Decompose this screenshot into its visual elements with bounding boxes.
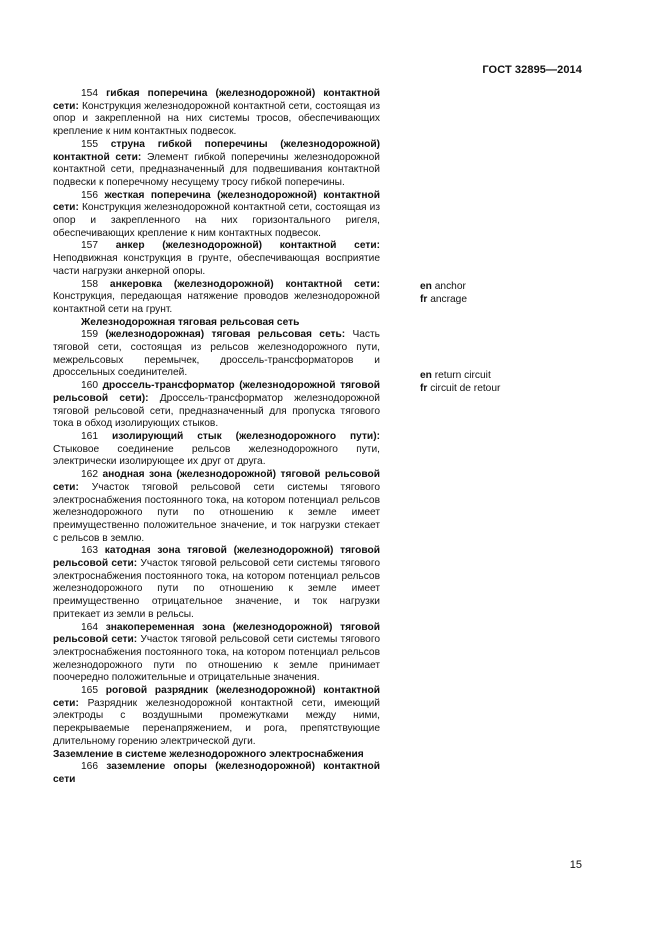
section-heading-rail-network: Железнодорожная тяговая рельсовая сеть — [81, 316, 300, 328]
term-name: заземление опоры (железнодорожной) контактной сети — [53, 761, 380, 785]
term-name: струна гибкой поперечины (железнодорожной) контактной сети: — [53, 138, 380, 163]
document-header: ГОСТ 32895—2014 — [482, 64, 582, 76]
term-definition: Конструкция железнодорожной контактной сети, состоящая из опор и закрепленного на них горизонтального ригеля, обеспечивающих крепление к ним контактных подвесок. — [53, 202, 380, 239]
term-entry-166: 166 заземление опоры (железнодорожной) контактной сети — [53, 761, 380, 785]
term-entry-164: 164 знакопеременная зона (железнодорожной) тяговой рельсовой сети: Участок тяговой рельсовой сети системы тягового электроснабжения постоянного тока, на котором потенциал рельсов железнодорожного пути по отношению к земле принимает поочередно положительные и отрицательные значения. — [53, 621, 380, 684]
term-definition: Разрядник железнодорожной контактной сети, имеющий электроды с воздушными промежутками между ними, перекрываемые перенапряжением, и рога, препятствующие длительному горению электрической дуги. — [53, 697, 380, 747]
french-equivalent: circuit de retour — [430, 382, 501, 394]
english-equivalent: anchor — [434, 281, 466, 292]
term-entry-156: 156 жесткая поперечина (железнодорожной) контактной сети: Конструкция железнодорожной контактной сети, состоящая из опор и закрепленного на них горизонтального ригеля, обеспечивающих крепление к ним контактных подвесок. — [53, 189, 380, 239]
lang-tag-en: en — [420, 370, 432, 381]
term-name: анодная зона (железнодорожной) тяговой рельсовой сети: — [53, 469, 380, 493]
term-name: (железнодорожная) тяговая рельсовая сеть: — [105, 329, 346, 341]
term-definition: Конструкция железнодорожной контактной сети, состоящая из опор и закрепленной на них системы тросов, обеспечивающих крепление к ним контактных подвесок. — [53, 100, 380, 138]
term-definition: Конструкция, передающая натяжение проводов железнодорожной контактной сети на грунт. — [53, 291, 380, 315]
lang-tag-fr: fr — [420, 293, 428, 305]
term-name: дроссель-трансформатор (железнодорожной тяговой рельсовой сети): — [53, 380, 380, 404]
term-name: жесткая поперечина (железнодорожной) контактной сети: — [53, 189, 380, 214]
term-name: анкер (железнодорожной) контактной сети: — [115, 240, 380, 252]
terms-column — [53, 88, 380, 787]
term-entry-159: 159 (железнодорожная) тяговая рельсовая сеть: Часть тяговой сети, состоящая из рельсов железнодорожного пути, межрельсовых перемычек, дроссель-трансформаторов и дроссельных соединителей. — [53, 329, 380, 379]
term-entry-161: 161 изолирующий стык (железнодорожного пути): Стыковое соединение рельсов железнодорожного пути, электрически изолирующее их друг от друга. — [53, 430, 380, 468]
term-definition: Часть тяговой сети, состоящая из рельсов железнодорожного пути, межрельсовых перемычек, дроссель-трансформаторов и дроссельных соединителей. — [53, 329, 380, 379]
term-name: катодная зона тяговой (железнодорожной) тяговой рельсовой сети: — [53, 545, 380, 570]
term-definition: Стыковое соединение рельсов железнодорожного пути, электрически изолирующее их друг от друга. — [53, 443, 380, 468]
term-definition: Участок тяговой рельсовой сети системы тягового электроснабжения постоянного тока, на котором потенциал рельсов железнодорожного пути по отношению к земле имеет преимущественно отрицательное значение, и ток нагрузки притекает из земли в рельсы. — [53, 558, 380, 620]
term-name: роговой разрядник (железнодорожной) контактной сети: — [53, 685, 380, 709]
lang-tag-fr: fr — [420, 382, 428, 394]
equivalents-return-circuit — [420, 370, 500, 395]
term-definition: Участок тяговой рельсовой сети системы тягового электроснабжения постоянного тока, на котором потенциал рельсов железнодорожного пути по отношению к земле имеет преимущественно положительное значение, и ток нагрузки стекает с рельсов в землю. — [53, 481, 380, 544]
term-entry-157: 157 анкер (железнодорожной) контактной сети: Неподвижная конструкция в грунте, обеспечивающая восприятие части нагрузки анкерной опоры. — [53, 240, 380, 277]
term-definition: Дроссель-трансформатор железнодорожной тяговой рельсовой сети, предназначенный для пропуска тягового тока в обход изолирующих стыков. — [53, 392, 380, 430]
term-entry-163: 163 катодная зона тяговой (железнодорожной) тяговой рельсовой сети: Участок тяговой рельсовой сети системы тягового электроснабжения постоянного тока, на котором потенциал рельсов железнодорожного пути по отношению к земле имеет преимущественно отрицательное значение, и ток нагрузки притекает из земли в рельсы. — [53, 545, 380, 620]
lang-tag-en: en — [420, 281, 432, 292]
term-definition: Неподвижная конструкция в грунте, обеспечивающая восприятие части нагрузки анкерной опоры. — [53, 253, 380, 277]
term-definition: Элемент гибкой поперечины железнодорожной контактной сети, предназначенный для подвешивания контактной подвески к поперечному несущему тросу гибкой поперечины. — [53, 151, 380, 188]
term-name: гибкая поперечина (железнодорожной) контактной сети: — [53, 88, 380, 112]
french-equivalent: ancrage — [430, 293, 468, 305]
english-equivalent: return circuit — [434, 370, 491, 381]
term-entry-158: 158 анкеровка (железнодорожной) контактной сети: Конструкция, передающая натяжение проводов железнодорожной контактной сети на грунт. — [53, 278, 380, 315]
term-entry-155: 155 струна гибкой поперечины (железнодорожной) контактной сети: Элемент гибкой поперечины железнодорожной контактной сети, предназначенный для подвешивания контактной подвески к поперечному несущему тросу гибкой поперечины. — [53, 138, 380, 188]
term-name: изолирующий стык (железнодорожного пути): — [111, 430, 380, 442]
term-definition: Участок тяговой рельсовой сети системы тягового электроснабжения постоянного тока, на котором потенциал рельсов железнодорожного пути по отношению к земле принимает поочередно положительные и отрицательные значения. — [53, 634, 380, 684]
equivalents-anchor — [420, 281, 467, 306]
term-name: анкеровка (железнодорожной) контактной сети: — [109, 278, 380, 290]
term-entry-154: 154 гибкая поперечина (железнодорожной) контактной сети: Конструкция железнодорожной контактной сети, состоящая из опор и закрепленной на них системы тросов, обеспечивающих крепление к ним контактных подвесок. — [53, 88, 380, 138]
section-heading-grounding: Заземление в системе железнодорожного электроснабжения — [53, 748, 364, 760]
term-name: знакопеременная зона (железнодорожной) тяговой рельсовой сети: — [53, 621, 380, 646]
page-number: 15 — [569, 859, 582, 871]
term-entry-162: 162 анодная зона (железнодорожной) тяговой рельсовой сети: Участок тяговой рельсовой сети системы тягового электроснабжения постоянного тока, на котором потенциал рельсов железнодорожного пути по отношению к земле имеет преимущественно положительное значение, и ток нагрузки стекает с рельсов в землю. — [53, 469, 380, 544]
term-entry-160: 160 дроссель-трансформатор (железнодорожной тяговой рельсовой сети): Дроссель-трансформатор железнодорожной тяговой рельсовой сети, предназначенный для пропуска тягового тока в обход изолирующих стыков. — [53, 380, 380, 430]
term-entry-165: 165 роговой разрядник (железнодорожной) контактной сети: Разрядник железнодорожной контактной сети, имеющий электроды с воздушными промежутками между ними, перекрываемые перенапряжением, и рога, препятствующие длительному горению электрической дуги. — [53, 685, 380, 747]
